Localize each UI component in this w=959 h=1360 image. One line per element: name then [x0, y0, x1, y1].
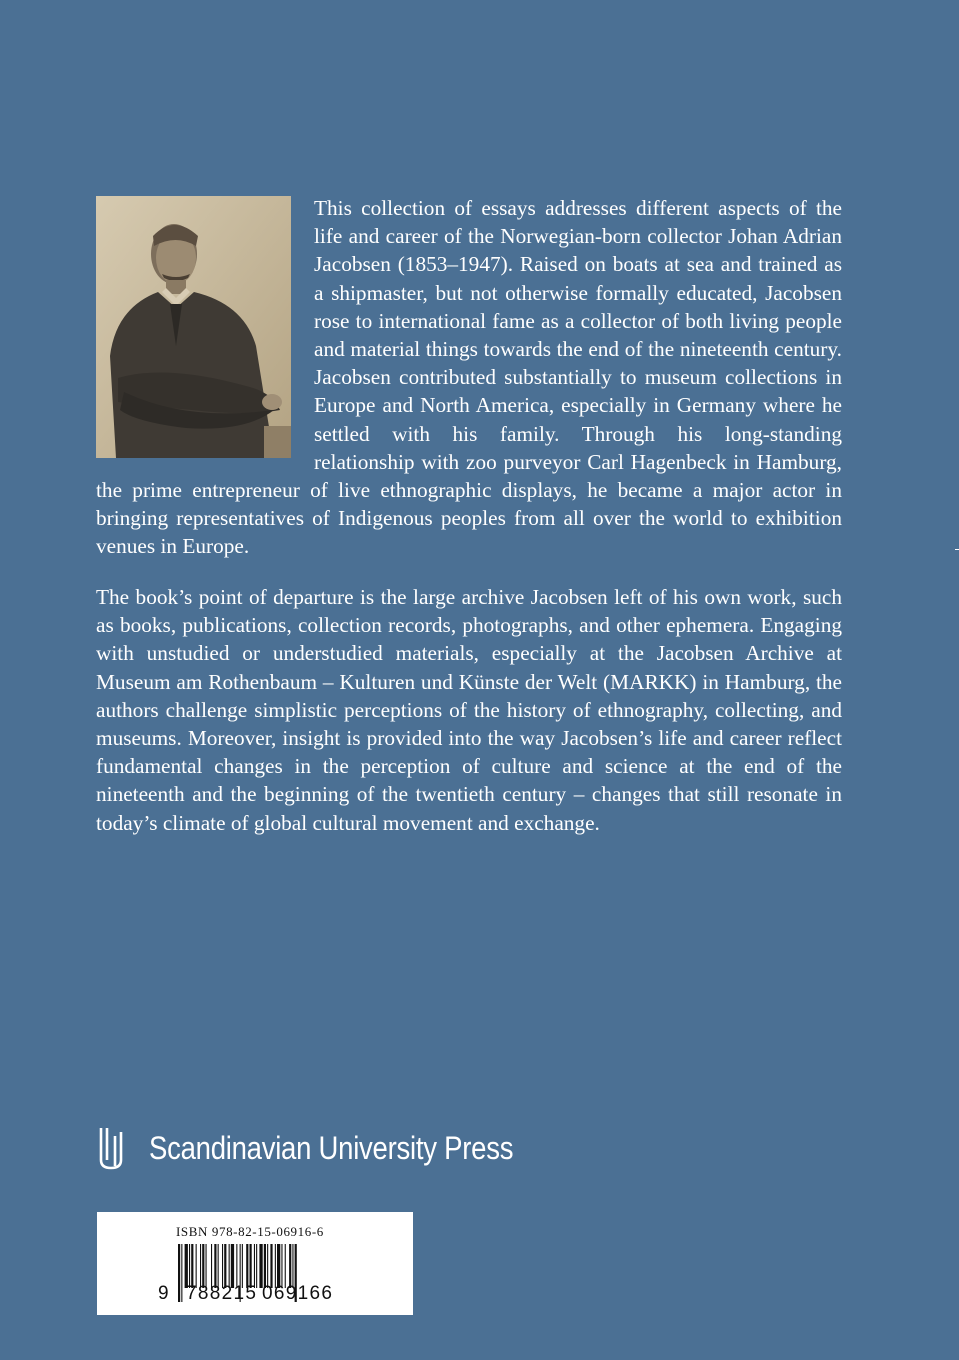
barcode-bar [285, 1244, 286, 1288]
barcode-bar [289, 1244, 291, 1288]
barcode-right-digits: 069166 [262, 1283, 334, 1304]
barcode-bar [256, 1244, 257, 1288]
barcode-bar [277, 1244, 280, 1288]
barcode-bar [189, 1244, 190, 1288]
isbn-label: ISBN 978-82-15-06916-6 [176, 1224, 324, 1239]
description-paragraph-2: The book’s point of departure is the large archive Jacobsen left of his own work, such as books, publications, collection records, photographs, and other ephemera. Engaging with unstudied or understudied materials, especially at the Jacobsen Archive at Museum am Rothenbaum – Kulturen und Künste der Welt (MARKK) in Hamburg, the authors challenge simplistic perceptions of the history of ethnography, collecting, and museums. Moreover, insight is provided into the way Jacobsen’s life and career reflect fundamental changes in the perception of culture and science at the end of the nineteenth and the beginning of the twentieth century – changes that still resonate in today’s climate of global cultural movement and exchange. [96, 585, 842, 835]
description-paragraph-1-text: This collection of essays addresses different aspects of the life and career of the Norwegian-born collector Johan Adrian Jacobsen (1853–1947). Raised on boats at sea and trained as a shipmaster, but not otherwise formally educated, Jacobsen rose to international fame as a collector of both living people and material things towards the end of the nineteenth century. Jacobsen contributed substantially to museum collections in Europe and North America, especially in Germany where he settled with his family. Through his long-standing relationship with zoo purveyor Carl Hagenbeck in Hamburg, the prime entrepreneur of live ethnographic displays, he became a major actor in bringing representatives of Indigenous peoples from all over the world to exhibition venues in Europe. [96, 196, 842, 559]
barcode-bar [250, 1244, 252, 1288]
photo-wrap-space [96, 194, 314, 458]
barcode-bar [259, 1244, 262, 1288]
publisher-logo-icon [97, 1126, 125, 1170]
publisher-name: Scandinavian University Press [149, 1130, 514, 1166]
barcode-bar [270, 1244, 272, 1288]
description-paragraph-1 [96, 194, 842, 561]
barcode-bar [218, 1244, 219, 1288]
barcode-bar [224, 1244, 226, 1288]
barcode-bar [206, 1244, 207, 1288]
barcode-bar [267, 1244, 268, 1288]
barcode-left-digits: 788215 [186, 1283, 258, 1304]
barcode-bar [211, 1244, 212, 1288]
barcode-bar [254, 1244, 255, 1288]
barcode-bar [200, 1244, 201, 1288]
barcode-bar [292, 1244, 293, 1288]
barcode-bar [222, 1244, 223, 1288]
barcode-bar [236, 1244, 237, 1288]
barcode-bar [229, 1244, 230, 1288]
barcode-first-digit: 9 [158, 1283, 170, 1304]
barcode-bar [281, 1244, 282, 1288]
barcode-bar [275, 1244, 276, 1288]
barcode-bar [185, 1244, 188, 1288]
spine-tick-mark [955, 549, 959, 550]
barcode-bar [242, 1244, 243, 1288]
barcode-bar [214, 1244, 216, 1288]
barcode-bar [181, 1244, 182, 1302]
barcode-bar [202, 1244, 204, 1288]
barcode-bar [178, 1244, 180, 1302]
barcode-bar [264, 1244, 266, 1288]
barcode-bar [191, 1244, 193, 1288]
barcode-bar [231, 1244, 234, 1288]
barcode-bar [246, 1244, 248, 1288]
barcode-bar [196, 1244, 197, 1288]
